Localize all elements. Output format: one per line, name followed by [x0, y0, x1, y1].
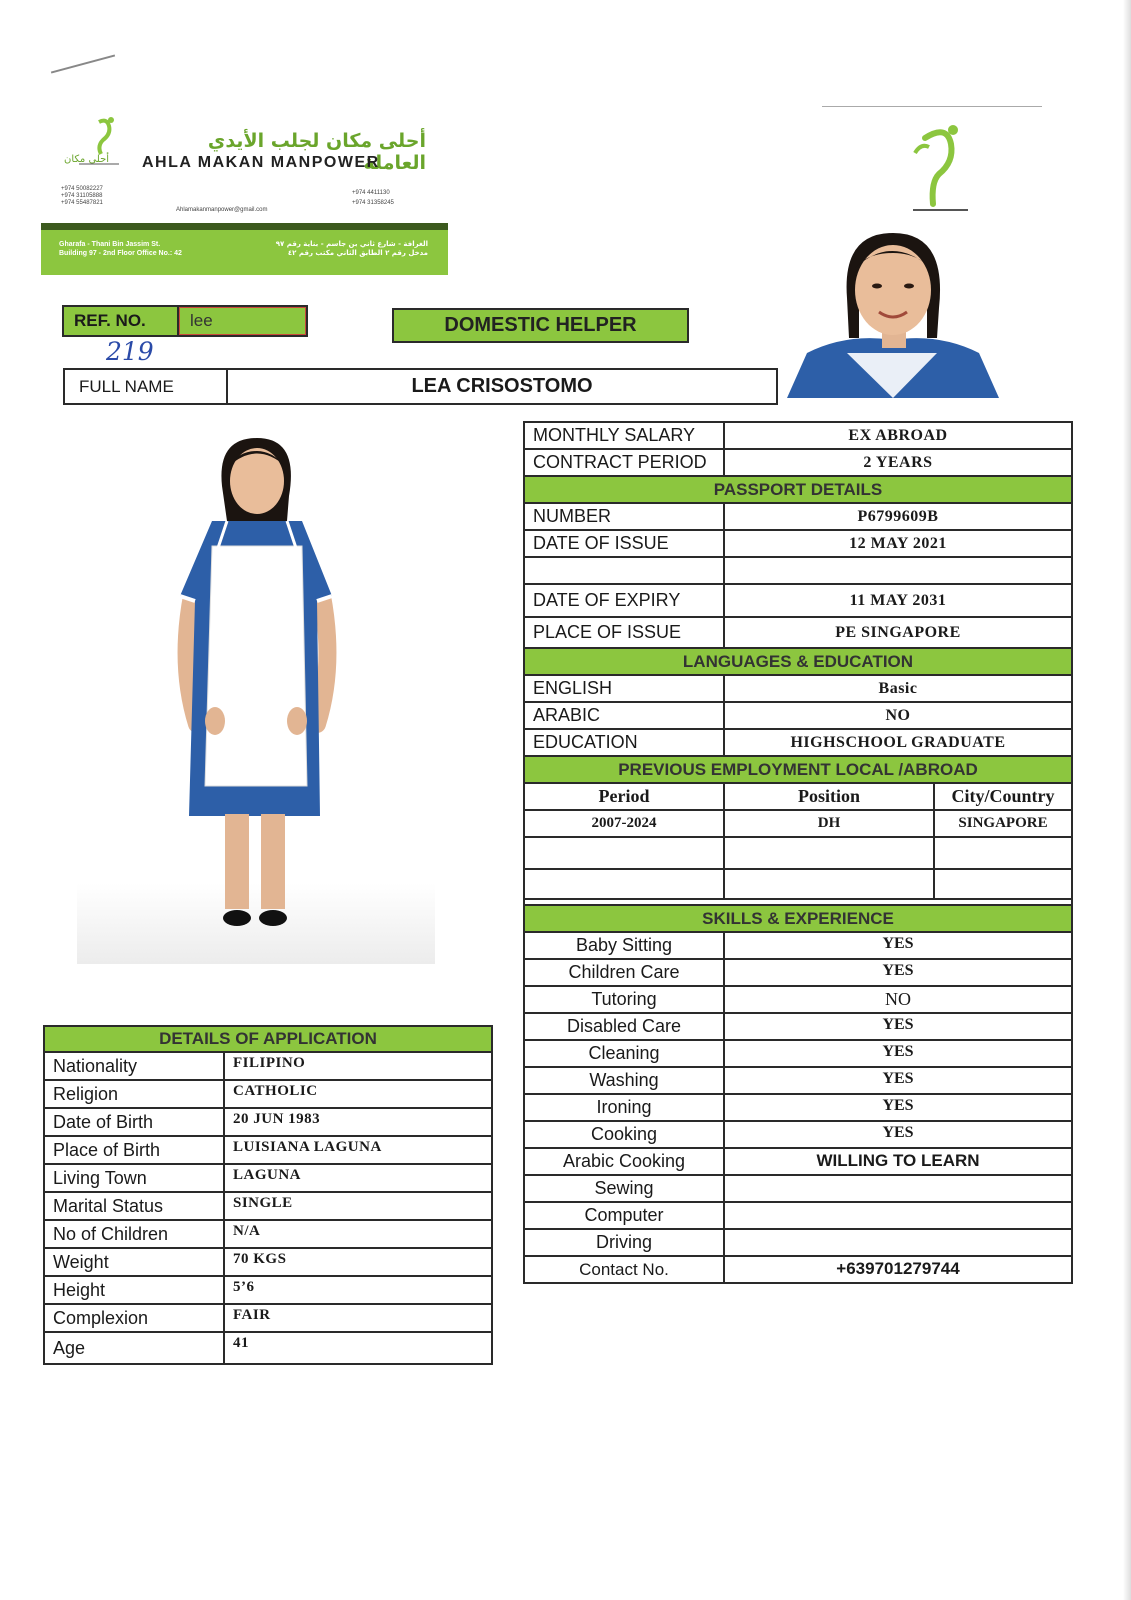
phone-line: +974 31105888: [61, 193, 103, 199]
skill-row: [524, 932, 1072, 959]
section-header-row: [44, 1026, 492, 1052]
section-header-row: [524, 648, 1072, 675]
skill-label: Disabled Care: [524, 1013, 724, 1040]
table-row: [44, 1136, 492, 1164]
full-name-value-text: LEA CRISOSTOMO: [411, 375, 593, 397]
contact-value: +639701279744: [724, 1256, 1072, 1283]
position-cell: [724, 869, 934, 899]
table-row: [524, 869, 1072, 899]
table-row: [44, 1276, 492, 1304]
skill-row: [524, 1094, 1072, 1121]
label-cell: Age: [44, 1332, 224, 1364]
full-name-label: [65, 370, 228, 403]
skill-label: Washing: [524, 1067, 724, 1094]
section-passport: PASSPORT DETAILS: [524, 476, 1072, 503]
company-name-arabic: أحلى مكان لجلب الأيدي العاملة: [207, 130, 426, 174]
ref-label-text: REF. NO.: [74, 311, 146, 330]
value-cell: LUISIANA LAGUNA: [224, 1136, 492, 1164]
application-details-table: [43, 1025, 493, 1365]
address-line: الغرافة - شارع ثاني بن جاسم - بناية رقم ٩٧: [275, 240, 428, 248]
label-cell: PLACE OF ISSUE: [524, 617, 724, 648]
value-cell: P6799609B: [724, 503, 1072, 530]
value-cell: 20 JUN 1983: [224, 1108, 492, 1136]
ref-no-label: [64, 307, 179, 335]
skill-value: YES: [724, 1121, 1072, 1148]
skill-value: YES: [724, 1040, 1072, 1067]
full-body-photo: [77, 426, 435, 964]
section-header-row: [524, 756, 1072, 783]
skill-row: [524, 1148, 1072, 1175]
value-cell: Basic: [724, 675, 1072, 702]
table-row: [524, 617, 1072, 648]
table-row: [524, 702, 1072, 729]
period-cell: [524, 869, 724, 899]
value-cell: FAIR: [224, 1304, 492, 1332]
skill-value: [724, 1229, 1072, 1256]
section-header-row: [524, 905, 1072, 932]
table-row: [524, 422, 1072, 449]
label-cell: Marital Status: [44, 1192, 224, 1220]
value-cell: 41: [224, 1332, 492, 1364]
position-cell: DH: [724, 810, 934, 837]
phone-line: +974 31358245: [352, 200, 394, 206]
section-application: DETAILS OF APPLICATION: [44, 1026, 492, 1052]
skill-row: [524, 986, 1072, 1013]
skill-value: YES: [724, 959, 1072, 986]
value-cell: SINGLE: [224, 1192, 492, 1220]
address-band: [41, 223, 448, 275]
period-cell: 2007-2024: [524, 810, 724, 837]
skill-label: Cooking: [524, 1121, 724, 1148]
table-row: [44, 1220, 492, 1248]
label-cell: Nationality: [44, 1052, 224, 1080]
section-header-row: [524, 476, 1072, 503]
section-skills: SKILLS & EXPERIENCE: [524, 905, 1072, 932]
full-name-value: [228, 370, 776, 403]
skill-value: [724, 1202, 1072, 1229]
period-cell: [524, 837, 724, 869]
skill-label: Baby Sitting: [524, 932, 724, 959]
address-arabic: [276, 240, 428, 258]
value-cell: [724, 557, 1072, 584]
table-row: [524, 837, 1072, 869]
label-cell: Weight: [44, 1248, 224, 1276]
city-cell: [934, 837, 1072, 869]
profile-right-table: [523, 421, 1073, 1284]
value-cell: NO: [724, 702, 1072, 729]
skill-row: [524, 1256, 1072, 1283]
skill-value: YES: [724, 1094, 1072, 1121]
skill-label: Arabic Cooking: [524, 1148, 724, 1175]
value-cell: N/A: [224, 1220, 492, 1248]
table-row: [524, 810, 1072, 837]
company-name-english: AHLA MAKAN MANPOWER: [142, 154, 380, 171]
label-cell: CONTRACT PERIOD: [524, 449, 724, 476]
ref-no-box: [62, 305, 308, 337]
value-cell: 70 KGS: [224, 1248, 492, 1276]
label-cell: Complexion: [44, 1304, 224, 1332]
table-row: [524, 729, 1072, 756]
column-header: Position: [724, 783, 934, 810]
label-cell: ARABIC: [524, 702, 724, 729]
skill-label: Driving: [524, 1229, 724, 1256]
table-row: [524, 584, 1072, 617]
skill-value: YES: [724, 932, 1072, 959]
brand-logo-icon: [905, 118, 975, 213]
column-header: Period: [524, 783, 724, 810]
address-line: Building 97 - 2nd Floor Office No.: 42: [59, 250, 182, 257]
label-cell: ENGLISH: [524, 675, 724, 702]
label-cell: No of Children: [44, 1220, 224, 1248]
city-cell: SINGAPORE: [934, 810, 1072, 837]
value-cell: PE SINGAPORE: [724, 617, 1072, 648]
table-row: [524, 557, 1072, 584]
ref-no-value: [179, 307, 306, 335]
table-row: [44, 1080, 492, 1108]
label-cell: MONTHLY SALARY: [524, 422, 724, 449]
table-row: [44, 1304, 492, 1332]
skill-value: NO: [724, 986, 1072, 1013]
position-title-box: [392, 308, 689, 343]
table-row: [44, 1248, 492, 1276]
skill-label: Computer: [524, 1202, 724, 1229]
skill-label: Sewing: [524, 1175, 724, 1202]
phones-left: [61, 186, 103, 207]
page-edge: [1123, 0, 1131, 1600]
label-cell: Date of Birth: [44, 1108, 224, 1136]
skill-label: Tutoring: [524, 986, 724, 1013]
address-line: Gharafa - Thani Bin Jassim St.: [59, 241, 161, 248]
position-title: DOMESTIC HELPER: [444, 314, 637, 336]
skill-label: Contact No.: [524, 1256, 724, 1283]
employment-header-row: [524, 783, 1072, 810]
skill-row: [524, 1067, 1072, 1094]
skill-value: YES: [724, 1067, 1072, 1094]
label-cell: Religion: [44, 1080, 224, 1108]
value-cell: FILIPINO: [224, 1052, 492, 1080]
skill-value: [724, 1175, 1072, 1202]
label-cell: Living Town: [44, 1164, 224, 1192]
value-cell: EX ABROAD: [724, 422, 1072, 449]
label-cell: NUMBER: [524, 503, 724, 530]
label-cell: Height: [44, 1276, 224, 1304]
position-cell: [724, 837, 934, 869]
skill-label: Cleaning: [524, 1040, 724, 1067]
table-row: [44, 1108, 492, 1136]
address-english: [59, 240, 182, 258]
skill-row: [524, 959, 1072, 986]
phone-line: +974 55487821: [61, 200, 103, 206]
ref-handwritten: 219: [106, 337, 154, 366]
full-name-label-text: FULL NAME: [79, 376, 174, 396]
skill-row: [524, 1175, 1072, 1202]
value-cell: 2 YEARS: [724, 449, 1072, 476]
table-row: [524, 675, 1072, 702]
section-languages: LANGUAGES & EDUCATION: [524, 648, 1072, 675]
skill-row: [524, 1013, 1072, 1040]
email: Ahlamakanmanpower@gmail.com: [176, 207, 268, 213]
skill-row: [524, 1040, 1072, 1067]
skill-value: WILLING TO LEARN: [724, 1148, 1072, 1175]
logo-arabic-small: أحلى مكان: [64, 154, 110, 165]
skill-row: [524, 1202, 1072, 1229]
passport-photo: [787, 228, 999, 398]
table-row: [524, 530, 1072, 557]
skill-row: [524, 1121, 1072, 1148]
city-cell: [934, 869, 1072, 899]
table-row: [44, 1192, 492, 1220]
table-row: [44, 1052, 492, 1080]
full-name-box: [63, 368, 778, 405]
value-cell: 5’6: [224, 1276, 492, 1304]
table-row: [524, 503, 1072, 530]
table-row: [44, 1164, 492, 1192]
skill-value: YES: [724, 1013, 1072, 1040]
column-header: City/Country: [934, 783, 1072, 810]
value-cell: 12 MAY 2021: [724, 530, 1072, 557]
phone-line: +974 50082227: [61, 186, 103, 192]
address-line: مدخل رقم ٢ الطابق الثاني مكتب رقم ٤٢: [287, 249, 428, 257]
skill-row: [524, 1229, 1072, 1256]
value-cell: CATHOLIC: [224, 1080, 492, 1108]
table-row: [524, 449, 1072, 476]
phones-right: [352, 188, 394, 208]
label-cell: DATE OF ISSUE: [524, 530, 724, 557]
skill-label: Ironing: [524, 1094, 724, 1121]
label-cell: Place of Birth: [44, 1136, 224, 1164]
section-employment: PREVIOUS EMPLOYMENT LOCAL /ABROAD: [524, 756, 1072, 783]
value-cell: LAGUNA: [224, 1164, 492, 1192]
label-cell: EDUCATION: [524, 729, 724, 756]
company-logo-icon: [59, 114, 129, 174]
label-cell: DATE OF EXPIRY: [524, 584, 724, 617]
table-row: [44, 1332, 492, 1364]
ref-value-text: lee: [190, 311, 213, 330]
value-cell: HIGHSCHOOL GRADUATE: [724, 729, 1072, 756]
label-cell: [524, 557, 724, 584]
value-cell: 11 MAY 2031: [724, 584, 1072, 617]
phone-line: +974 4411130: [352, 190, 390, 196]
top-right-rule: [822, 106, 1042, 107]
skill-label: Children Care: [524, 959, 724, 986]
scan-mark: [51, 54, 115, 73]
